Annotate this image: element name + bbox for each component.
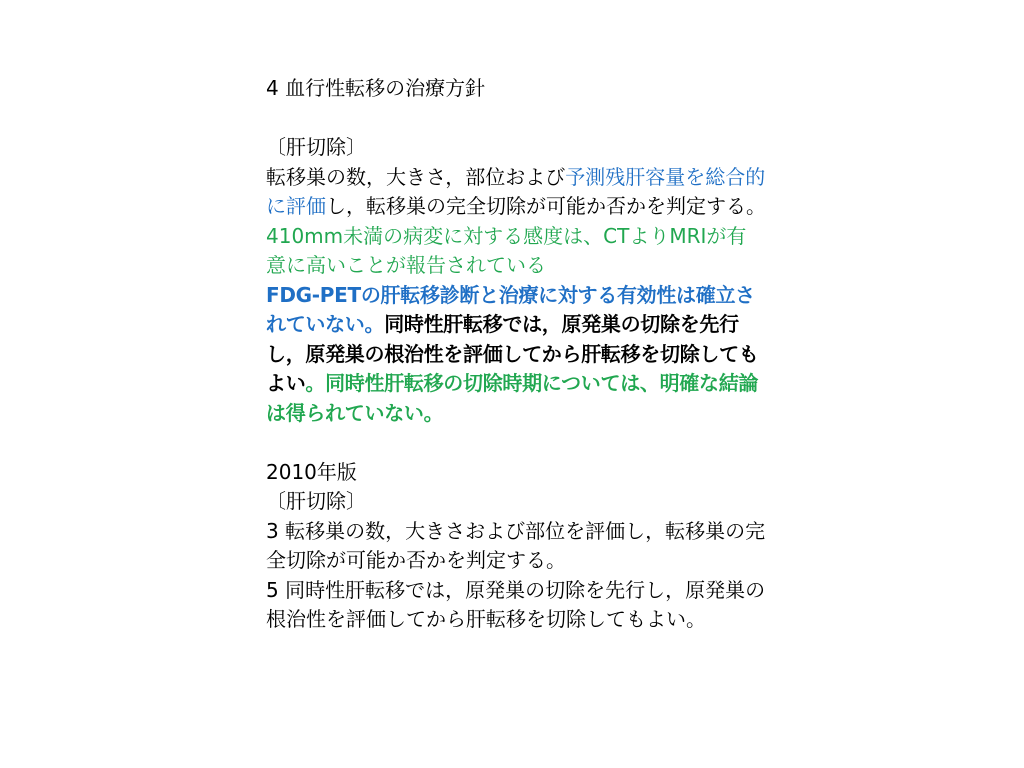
para1-blue-highlight: 予測残肝容量を総合的に評価 xyxy=(266,164,766,218)
section2-edition: 2010年版 xyxy=(266,459,357,484)
section2-label: 〔肝切除〕 xyxy=(266,489,366,513)
slide-heading: 4 血行性転移の治療方針 xyxy=(266,76,486,100)
section1-label: 〔肝切除〕 xyxy=(266,135,366,159)
section2-item-3: 3 転移巣の数，大きさおよび部位を評価し，転移巣の完全切除が可能か否かを判定する。 xyxy=(266,518,766,572)
para3-black-bold: 同時性肝転移では，原発巣の切除を先行し，原発巣の根治性を評価してから肝転移を切除してもよい xyxy=(266,312,759,395)
para3-green-bold: 。同時性肝転移の切除時期については、明確な結論は得られていない。 xyxy=(266,371,759,425)
blank-line xyxy=(266,428,766,458)
slide-text-block xyxy=(266,74,766,635)
section2-item-5: 5 同時性肝転移では，原発巣の切除を先行し，原発巣の根治性を評価してから肝転移を切除してもよい。 xyxy=(266,577,766,631)
blank-line xyxy=(266,104,766,134)
section1-paragraph-2: 410mm未満の病変に対する感度は、CTよりMRIが有意に高いことが報告されている xyxy=(266,223,747,277)
para1-plain-start: 転移巣の数，大きさ，部位および xyxy=(266,164,566,189)
section1-paragraph-1 xyxy=(266,163,766,222)
para1-plain-end: し，転移巣の完全切除が可能か否かを判定する。 xyxy=(326,194,766,218)
section1-paragraph-3 xyxy=(266,281,766,429)
para3-blue-bold: FDG-PETの肝転移診断と治療に対する有効性は確立されていない。 xyxy=(266,282,755,336)
